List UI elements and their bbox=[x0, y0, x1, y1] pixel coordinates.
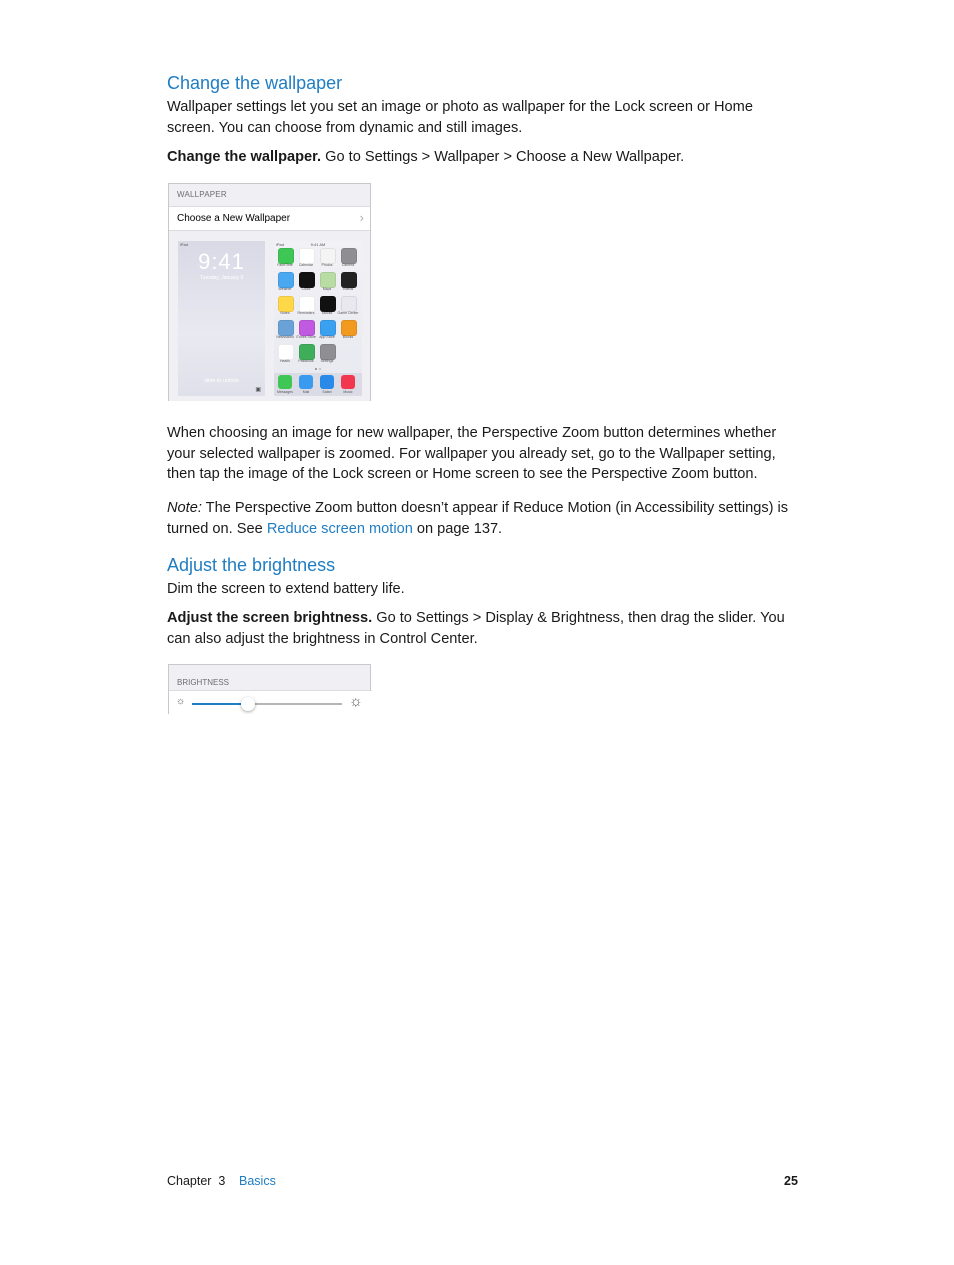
app-icon[interactable] bbox=[299, 272, 315, 288]
dock-app-icon[interactable] bbox=[320, 375, 334, 389]
instruction-text: Go to Settings > Wallpaper > Choose a New Wallpaper. bbox=[321, 149, 685, 165]
wallpaper-intro: Wallpaper settings let you set an image or photo as wallpaper for the Lock screen or Home screen. You can choose from dynamic and still images. bbox=[167, 99, 753, 136]
lock-screen-thumbnail[interactable] bbox=[178, 241, 265, 396]
note-label: Note: bbox=[167, 500, 202, 516]
page-dot bbox=[315, 368, 317, 370]
app-icon[interactable] bbox=[278, 296, 294, 312]
app-icon[interactable] bbox=[299, 320, 315, 336]
brightness-slider[interactable] bbox=[192, 703, 342, 705]
dock-app-label: Mail bbox=[302, 390, 310, 394]
note-text-1: The Perspective Zoom button doesn’t appear if Reduce Motion (in Accessibility settings) is turned on. See bbox=[167, 500, 789, 537]
brightness-intro: Dim the screen to extend battery life. bbox=[167, 581, 405, 597]
home-screen-thumbnail[interactable] bbox=[274, 241, 362, 396]
footer-section-link[interactable]: Basics bbox=[239, 1174, 276, 1188]
slide-to-unlock: slide to unlock bbox=[204, 378, 239, 384]
app-label: iTunes Store bbox=[296, 335, 316, 339]
app-icon[interactable] bbox=[278, 320, 294, 336]
note-paragraph bbox=[167, 498, 797, 539]
app-icon[interactable] bbox=[320, 320, 336, 336]
app-icon[interactable] bbox=[299, 296, 315, 312]
lock-status-bar: iPad bbox=[180, 242, 189, 247]
app-label: Maps bbox=[322, 287, 332, 291]
app-icon[interactable] bbox=[341, 320, 357, 336]
home-status-carrier: iPad bbox=[276, 242, 285, 247]
heading-change-wallpaper: Change the wallpaper bbox=[167, 73, 343, 93]
choose-wallpaper-row[interactable] bbox=[169, 206, 371, 231]
app-icon[interactable] bbox=[278, 344, 294, 360]
app-icon[interactable] bbox=[320, 296, 336, 312]
app-label: Notes bbox=[280, 311, 290, 315]
app-label: iBooks bbox=[342, 335, 354, 339]
app-icon[interactable] bbox=[320, 344, 336, 360]
app-label: Passbook bbox=[298, 359, 314, 363]
app-label: Photos bbox=[321, 263, 333, 267]
app-label: Videos bbox=[342, 287, 354, 291]
app-label: Settings bbox=[320, 359, 334, 363]
wallpaper-section-header: WALLPAPER bbox=[177, 190, 227, 199]
perspective-zoom-paragraph: When choosing an image for new wallpaper, the Perspective Zoom button determines whether your selected wallpaper is zoomed. For wallpaper you already set, go to the Wallpaper setting, then tap the image of the Lock screen or Home screen to see the Perspective Zoom button. bbox=[167, 425, 777, 482]
wallpaper-instruction bbox=[167, 147, 797, 168]
reduce-motion-link[interactable]: Reduce screen motion bbox=[266, 520, 413, 537]
app-label: FaceTime bbox=[277, 263, 293, 267]
lock-time: 9:41 bbox=[198, 249, 245, 274]
app-label: App Store bbox=[319, 335, 335, 339]
dock-app-icon[interactable] bbox=[299, 375, 313, 389]
note-text-2: on page 137. bbox=[412, 520, 503, 537]
brightness-slider-fill bbox=[192, 703, 248, 705]
app-icon[interactable] bbox=[341, 248, 357, 264]
page-number: 25 bbox=[784, 1174, 798, 1188]
brightness-instruction bbox=[167, 608, 802, 649]
app-label: Game Center bbox=[337, 311, 359, 315]
app-label: Reminders bbox=[297, 311, 315, 315]
sun-large-icon: ☼ bbox=[349, 693, 363, 710]
page-dot bbox=[319, 368, 321, 370]
brightness-instruction-text: Go to Settings > Display & Brightness, then drag the slider. You can also adjust the brightness in Control Center. bbox=[167, 610, 785, 647]
app-icon[interactable] bbox=[278, 248, 294, 264]
app-label: Health bbox=[279, 359, 291, 363]
app-label: Camera bbox=[341, 263, 355, 267]
sun-small-icon: ☼ bbox=[176, 696, 186, 707]
choose-wallpaper-label: Choose a New Wallpaper bbox=[177, 213, 291, 224]
dock-app-icon[interactable] bbox=[341, 375, 355, 389]
brightness-instruction-bold: Adjust the screen brightness. bbox=[167, 610, 373, 626]
app-label: Weather bbox=[278, 287, 292, 291]
camera-icon: ▣ bbox=[255, 387, 261, 393]
dock-app-label: Music bbox=[343, 390, 353, 394]
dock-app-label: Messages bbox=[277, 390, 293, 394]
app-icon[interactable] bbox=[320, 272, 336, 288]
app-icon[interactable] bbox=[278, 272, 294, 288]
dock-app-label: Safari bbox=[322, 390, 332, 394]
app-icon[interactable] bbox=[341, 272, 357, 288]
lock-date: Tuesday, January 9 bbox=[199, 275, 244, 281]
brightness-slider-thumb[interactable] bbox=[241, 697, 255, 711]
footer-chapter: Chapter 3 bbox=[167, 1174, 226, 1188]
app-label: Clock bbox=[301, 287, 311, 291]
app-label: Stocks bbox=[321, 311, 333, 315]
app-icon[interactable] bbox=[320, 248, 336, 264]
app-icon[interactable] bbox=[299, 248, 315, 264]
dock bbox=[274, 373, 362, 396]
home-status-time: 9:41 AM bbox=[310, 242, 326, 247]
wallpaper-screenshot bbox=[168, 183, 371, 401]
brightness-screenshot bbox=[168, 664, 371, 714]
app-icon[interactable] bbox=[299, 344, 315, 360]
brightness-row bbox=[169, 690, 372, 715]
instruction-bold: Change the wallpaper. bbox=[167, 149, 322, 165]
app-label: Newsstand bbox=[276, 335, 294, 339]
brightness-section-header: BRIGHTNESS bbox=[177, 678, 230, 687]
app-icon[interactable] bbox=[341, 296, 357, 312]
heading-adjust-brightness: Adjust the brightness bbox=[167, 555, 336, 575]
app-label: Calendar bbox=[298, 263, 314, 267]
dock-app-icon[interactable] bbox=[278, 375, 292, 389]
chevron-right-icon: › bbox=[359, 210, 364, 225]
